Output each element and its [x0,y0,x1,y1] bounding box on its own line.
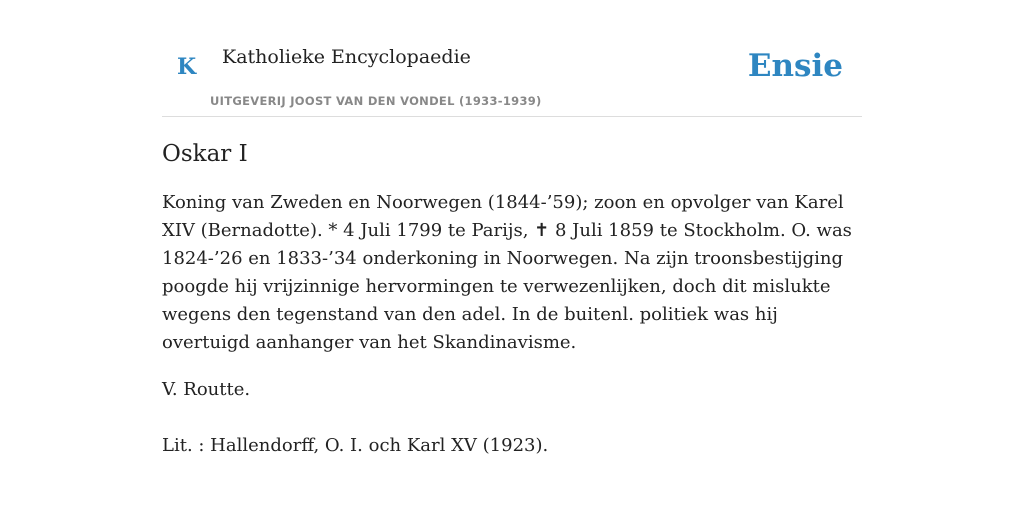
article-literature: Lit. : Hallendorff, O. I. och Karl XV (1923). [162,435,549,456]
site-title[interactable]: Katholieke Encyclopaedie [222,46,471,68]
article-content [162,138,862,460]
ensie-brand-logo[interactable]: Ensie [747,48,843,84]
article-title: Oskar I [162,141,248,167]
site-header [162,0,862,117]
article-author: V. Routte. [162,379,251,400]
article-body: Koning van Zweden en Noorwegen (1844-’59); zoon en opvolger van Karel XIV (Bernadotte). * 4 Juli 1799 te Parijs, ✝ 8 Juli 1859 te Stockholm. O. was 1824-’26 en 1833-’34 onderkoning in Noorwegen. Na zijn troonsbestijging poogde hij vrijzinnige hervormingen te verwezenlijken, doch dit mislukte wegens den tegenstand van den adel. In de buitenl. politiek was hij overtuigd aanhanger van het Skandinavisme. [162,192,852,353]
logo-k-icon[interactable]: K [177,54,197,80]
publisher-subtitle: UITGEVERIJ JOOST VAN DEN VONDEL (1933-1939) [210,94,542,108]
